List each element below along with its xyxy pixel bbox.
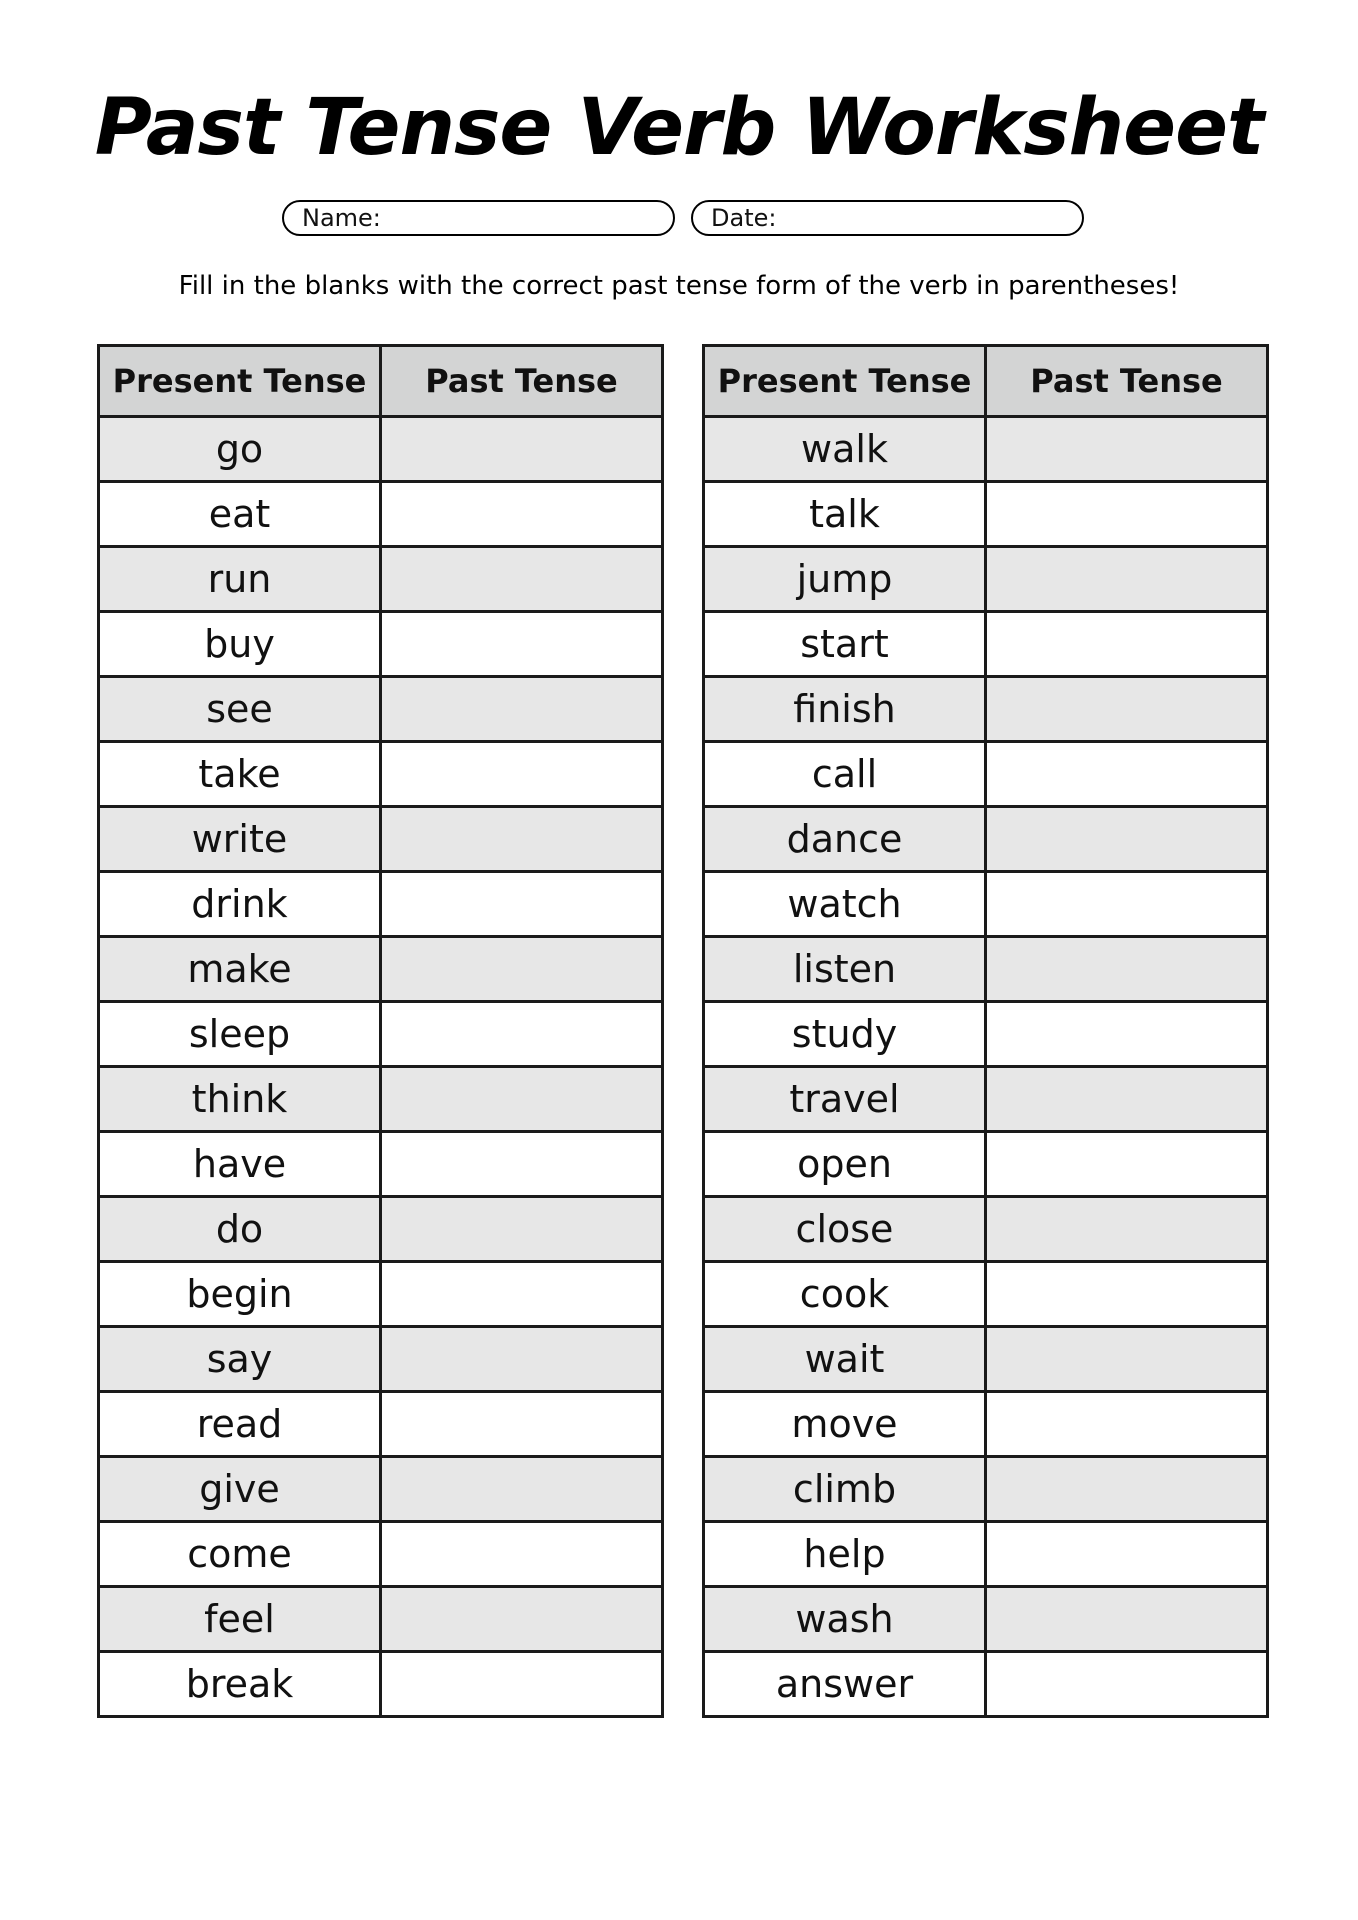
table-row (99, 677, 663, 742)
present-tense-verb: take (99, 742, 381, 807)
present-tense-verb: open (704, 1132, 986, 1197)
table-row (704, 1132, 1268, 1197)
table-row (99, 482, 663, 547)
present-tense-verb: see (99, 677, 381, 742)
present-tense-verb: finish (704, 677, 986, 742)
past-tense-answer-blank[interactable] (986, 742, 1268, 807)
header-past-tense: Past Tense (986, 346, 1268, 417)
table-row (704, 1587, 1268, 1652)
past-tense-answer-blank[interactable] (986, 937, 1268, 1002)
table-row (704, 547, 1268, 612)
table-row (704, 1392, 1268, 1457)
table-row (99, 417, 663, 482)
present-tense-verb: sleep (99, 1002, 381, 1067)
past-tense-answer-blank[interactable] (381, 417, 663, 482)
header-past-tense: Past Tense (381, 346, 663, 417)
past-tense-answer-blank[interactable] (381, 1457, 663, 1522)
present-tense-verb: walk (704, 417, 986, 482)
past-tense-answer-blank[interactable] (381, 1587, 663, 1652)
past-tense-answer-blank[interactable] (986, 872, 1268, 937)
past-tense-answer-blank[interactable] (381, 1392, 663, 1457)
table-row (704, 417, 1268, 482)
table-row (99, 1067, 663, 1132)
table-row (99, 1522, 663, 1587)
past-tense-answer-blank[interactable] (381, 872, 663, 937)
present-tense-verb: write (99, 807, 381, 872)
present-tense-verb: wait (704, 1327, 986, 1392)
present-tense-verb: dance (704, 807, 986, 872)
date-label: Date: (711, 204, 777, 232)
present-tense-verb: wash (704, 1587, 986, 1652)
table-row (704, 807, 1268, 872)
table-row (704, 1067, 1268, 1132)
past-tense-answer-blank[interactable] (986, 417, 1268, 482)
present-tense-verb: break (99, 1652, 381, 1717)
table-row (99, 1132, 663, 1197)
present-tense-verb: help (704, 1522, 986, 1587)
table-row (99, 1002, 663, 1067)
table-row (704, 1652, 1268, 1717)
past-tense-answer-blank[interactable] (381, 547, 663, 612)
present-tense-verb: come (99, 1522, 381, 1587)
table-row (704, 1457, 1268, 1522)
present-tense-verb: study (704, 1002, 986, 1067)
past-tense-answer-blank[interactable] (986, 1262, 1268, 1327)
name-field[interactable] (282, 200, 675, 236)
table-row (99, 1392, 663, 1457)
past-tense-answer-blank[interactable] (381, 1197, 663, 1262)
present-tense-verb: run (99, 547, 381, 612)
instructions: Fill in the blanks with the correct past tense form of the verb in parentheses! (178, 271, 1180, 301)
present-tense-verb: eat (99, 482, 381, 547)
present-tense-verb: move (704, 1392, 986, 1457)
date-field[interactable] (691, 200, 1084, 236)
table-row (99, 1262, 663, 1327)
name-label: Name: (302, 204, 381, 232)
past-tense-answer-blank[interactable] (381, 807, 663, 872)
past-tense-answer-blank[interactable] (986, 1457, 1268, 1522)
present-tense-verb: call (704, 742, 986, 807)
past-tense-answer-blank[interactable] (986, 1392, 1268, 1457)
table-row (704, 872, 1268, 937)
verb-table-left (97, 344, 664, 1718)
past-tense-answer-blank[interactable] (986, 1652, 1268, 1717)
present-tense-verb: make (99, 937, 381, 1002)
past-tense-answer-blank[interactable] (381, 1067, 663, 1132)
past-tense-answer-blank[interactable] (381, 1522, 663, 1587)
table-row (704, 482, 1268, 547)
header-present-tense: Present Tense (704, 346, 986, 417)
present-tense-verb: drink (99, 872, 381, 937)
present-tense-verb: read (99, 1392, 381, 1457)
table-row (704, 937, 1268, 1002)
table-row (704, 1002, 1268, 1067)
present-tense-verb: feel (99, 1587, 381, 1652)
present-tense-verb: have (99, 1132, 381, 1197)
present-tense-verb: watch (704, 872, 986, 937)
present-tense-verb: begin (99, 1262, 381, 1327)
past-tense-answer-blank[interactable] (381, 742, 663, 807)
present-tense-verb: go (99, 417, 381, 482)
past-tense-answer-blank[interactable] (381, 612, 663, 677)
past-tense-answer-blank[interactable] (986, 807, 1268, 872)
past-tense-answer-blank[interactable] (381, 1327, 663, 1392)
past-tense-answer-blank[interactable] (381, 482, 663, 547)
past-tense-answer-blank[interactable] (986, 1522, 1268, 1587)
table-row (99, 612, 663, 677)
past-tense-answer-blank[interactable] (381, 1262, 663, 1327)
past-tense-answer-blank[interactable] (986, 612, 1268, 677)
past-tense-answer-blank[interactable] (986, 547, 1268, 612)
past-tense-answer-blank[interactable] (381, 1132, 663, 1197)
verb-table-right (702, 344, 1269, 1718)
past-tense-answer-blank[interactable] (986, 1587, 1268, 1652)
past-tense-answer-blank[interactable] (381, 1652, 663, 1717)
present-tense-verb: think (99, 1067, 381, 1132)
present-tense-verb: answer (704, 1652, 986, 1717)
present-tense-verb: travel (704, 1067, 986, 1132)
present-tense-verb: climb (704, 1457, 986, 1522)
table-row (99, 1587, 663, 1652)
present-tense-verb: close (704, 1197, 986, 1262)
past-tense-answer-blank[interactable] (381, 937, 663, 1002)
past-tense-answer-blank[interactable] (986, 1197, 1268, 1262)
present-tense-verb: say (99, 1327, 381, 1392)
present-tense-verb: jump (704, 547, 986, 612)
past-tense-answer-blank[interactable] (986, 1132, 1268, 1197)
table-row (99, 742, 663, 807)
table-row (704, 1197, 1268, 1262)
table-row (704, 612, 1268, 677)
table-row (704, 677, 1268, 742)
present-tense-verb: do (99, 1197, 381, 1262)
table-row (99, 1457, 663, 1522)
table-row (99, 1327, 663, 1392)
table-row (704, 1327, 1268, 1392)
table-row (99, 872, 663, 937)
past-tense-answer-blank[interactable] (986, 482, 1268, 547)
table-row (99, 1197, 663, 1262)
table-row (99, 547, 663, 612)
table-row (99, 807, 663, 872)
present-tense-verb: talk (704, 482, 986, 547)
present-tense-verb: listen (704, 937, 986, 1002)
past-tense-answer-blank[interactable] (986, 1067, 1268, 1132)
table-row (99, 937, 663, 1002)
present-tense-verb: start (704, 612, 986, 677)
header-present-tense: Present Tense (99, 346, 381, 417)
past-tense-answer-blank[interactable] (986, 1327, 1268, 1392)
present-tense-verb: cook (704, 1262, 986, 1327)
present-tense-verb: buy (99, 612, 381, 677)
table-row (704, 1262, 1268, 1327)
table-row (704, 1522, 1268, 1587)
table-row (99, 1652, 663, 1717)
worksheet-title: Past Tense Verb Worksheet (94, 83, 1264, 173)
present-tense-verb: give (99, 1457, 381, 1522)
past-tense-answer-blank[interactable] (986, 1002, 1268, 1067)
past-tense-answer-blank[interactable] (986, 677, 1268, 742)
past-tense-answer-blank[interactable] (381, 677, 663, 742)
past-tense-answer-blank[interactable] (381, 1002, 663, 1067)
table-row (704, 742, 1268, 807)
